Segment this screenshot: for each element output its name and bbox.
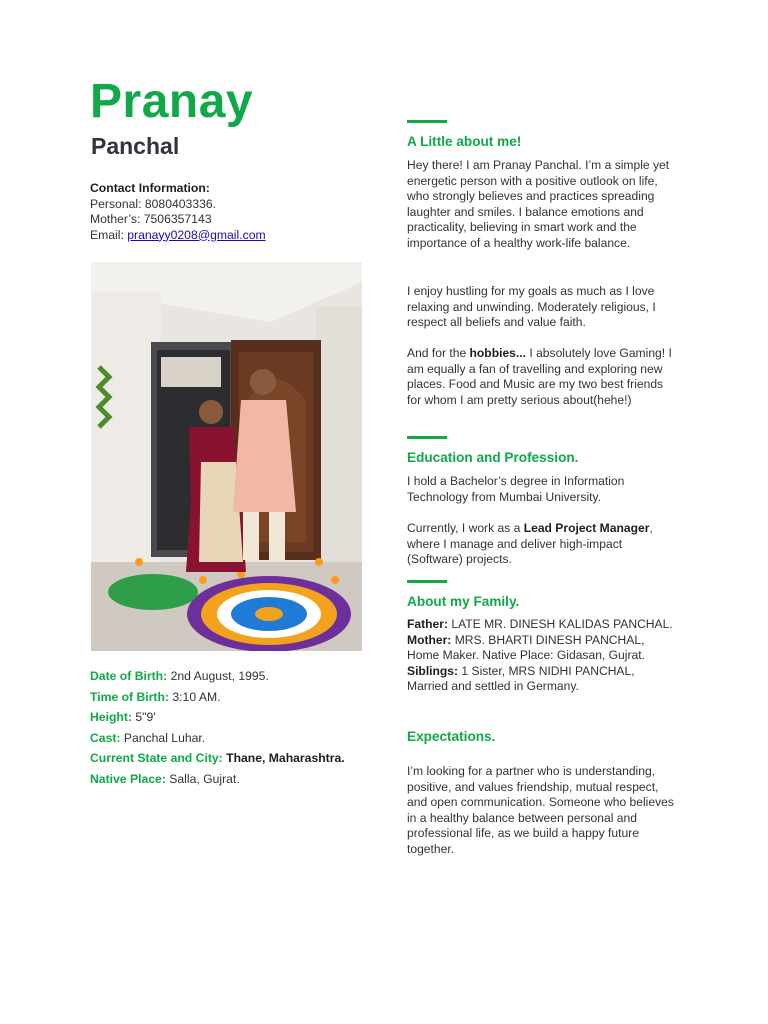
- siblings-label: Siblings:: [407, 663, 459, 678]
- dob-value: 2nd August, 1995.: [167, 669, 269, 683]
- about-heading: A Little about me!: [407, 134, 522, 149]
- height-value: 5"9': [131, 710, 156, 724]
- siblings: [407, 664, 677, 695]
- cast-value: Panchal Luhar.: [120, 730, 206, 745]
- about-paragraph-1: Hey there! I am Pranay Panchal. I’m a simple yet energetic person with a positive outlook on life, who strongly believes and practices spreading laughter and smiles. I balance emotions and practicality, believing in smart work and the importance of a healthy work-life balance.: [407, 158, 670, 250]
- profession-post: , where I manage and deliver high-impact (Software) projects.: [407, 521, 653, 567]
- mother: [407, 633, 677, 664]
- father: [407, 617, 677, 633]
- email-line: [90, 228, 266, 244]
- mother-value: MRS. BHARTI DINESH PANCHAL, Home Maker. Native Place: Gidasan, Gujrat.: [407, 632, 645, 663]
- city-label: Current State and City:: [90, 751, 223, 765]
- siblings-value: 1 Sister, MRS NIDHI PANCHAL, Married and settled in Germany.: [407, 663, 635, 694]
- email-link[interactable]: pranayy0208@gmail.com: [127, 227, 266, 242]
- education-divider: [407, 436, 447, 439]
- hobbies-bold: hobbies...: [469, 346, 526, 360]
- date-of-birth: [90, 666, 360, 687]
- personal-details: [90, 666, 360, 789]
- about-paragraph-2: I enjoy hustling for my goals as much as I love relaxing and unwinding. Moderately religious, I respect all beliefs and value faith.: [407, 284, 656, 330]
- cast-label: Cast:: [90, 730, 121, 745]
- family-heading: About my Family.: [407, 594, 520, 609]
- first-name: Pranay: [90, 75, 254, 128]
- cast: [90, 728, 360, 749]
- family-details: [407, 617, 677, 695]
- personal-phone: Personal: 8080403336.: [90, 196, 217, 211]
- last-name: Panchal: [91, 133, 180, 159]
- native-label: Native Place:: [90, 771, 166, 786]
- native-place: [90, 769, 360, 790]
- dob-label: Date of Birth:: [90, 669, 168, 683]
- profile-photo: [91, 262, 362, 651]
- father-value: LATE MR. DINESH KALIDAS PANCHAL.: [448, 617, 673, 631]
- native-value: Salla, Gujrat.: [165, 771, 240, 786]
- about-divider: [407, 120, 447, 123]
- profession-pre: Currently, I work as a: [407, 521, 524, 535]
- tob-label: Time of Birth:: [90, 689, 169, 704]
- current-city: [90, 748, 360, 769]
- expectations-heading: Expectations.: [407, 729, 496, 744]
- tob-value: 3:10 AM.: [169, 689, 221, 704]
- father-label: Father:: [407, 617, 448, 631]
- time-of-birth: [90, 687, 360, 708]
- mothers-phone: Mother’s: 7506357143: [90, 212, 212, 226]
- height-label: Height:: [90, 710, 132, 724]
- education-heading: Education and Profession.: [407, 450, 579, 465]
- education-paragraph-1: I hold a Bachelor’s degree in Information Technology from Mumbai University.: [407, 474, 625, 504]
- about-paragraph-3: [407, 346, 677, 408]
- mother-label: Mother:: [407, 632, 452, 647]
- email-label: Email:: [90, 227, 128, 242]
- profile-photo-illustration: [91, 262, 362, 651]
- city-value: Thane, Maharashtra.: [222, 751, 345, 765]
- contact-information: [90, 181, 266, 243]
- profession-bold: Lead Project Manager: [523, 521, 650, 535]
- hobbies-pre: And for the: [407, 346, 470, 360]
- education-paragraph-2: [407, 521, 677, 568]
- hobbies-post: I absolutely love Gaming! I am equally a fan of travelling and exploring new places. Food and Music are my two best friends for whom I am pretty serious about(hehe!): [407, 346, 672, 407]
- family-divider: [407, 580, 447, 583]
- contact-title: Contact Information:: [90, 181, 210, 195]
- height: [90, 707, 360, 728]
- expectations-paragraph: I’m looking for a partner who is understanding, positive, and values friendship, mutual respect, and open communication. Someone who believes in a healthy balance between personal and professional life, as we build a happy future together.: [407, 764, 674, 856]
